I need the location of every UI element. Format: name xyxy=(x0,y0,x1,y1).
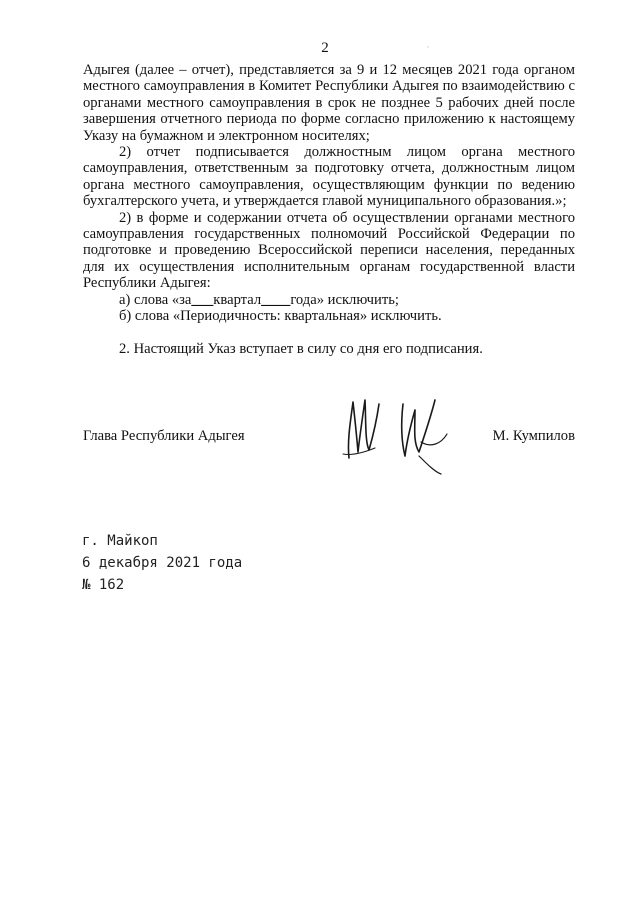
item-a-mid: квартал xyxy=(213,291,262,308)
paragraph-item-b: б) слова «Периодичность: квартальная» исключить. xyxy=(119,308,442,325)
footer-city: г. Майкоп xyxy=(82,533,158,549)
paragraph-report-signing: 2) отчет подписывается должностным лицом органа местного самоуправления, ответственным за подготовку отчета, должностным лицом органа местного самоуправления, осуществляющим функции по ведению бухгалтерского учета, и утверждается главой муниципального образования.»; xyxy=(83,144,575,210)
document-footer xyxy=(82,530,242,596)
item-a-blank-1: ___ xyxy=(191,291,214,308)
paragraph-continuation: Адыгея (далее – отчет), представляется за 9 и 12 месяцев 2021 года органом местного самоуправления в Комитет Республики Адыгея по взаимодействию с органами местного самоуправления в срок не позднее 5 рабочих дней после завершения отчетного периода по форме согласно приложению к настоящему Указу на бумажном и электронном носителях; xyxy=(83,62,575,144)
signature-row xyxy=(83,428,575,448)
signer-name: М. Кумпилов xyxy=(492,428,575,444)
signer-title: Глава Республики Адыгея xyxy=(83,428,245,444)
page-number: 2 xyxy=(321,40,329,56)
item-a-end: года» исключить; xyxy=(290,291,399,308)
body-text xyxy=(83,62,575,357)
paragraph-effective: 2. Настоящий Указ вступает в силу со дня его подписания. xyxy=(119,340,483,357)
paragraph-item-a xyxy=(83,292,575,308)
paragraph-report-form: 2) в форме и содержании отчета об осуществлении органами местного самоуправления государственных полномочий Российской Федерации по подготовке и проведению Всероссийской переписи населения, переданных для их осуществления исполнительным органам государственной власти Республики Адыгея: xyxy=(83,209,575,292)
scan-mark: ` xyxy=(427,47,429,53)
item-a-start: а) слова «за xyxy=(119,291,192,308)
paragraph-spacer xyxy=(83,325,575,341)
item-a-blank-2: ____ xyxy=(261,291,291,308)
footer-date: 6 декабря 2021 года xyxy=(82,555,243,571)
footer-number: № 162 xyxy=(82,577,125,593)
